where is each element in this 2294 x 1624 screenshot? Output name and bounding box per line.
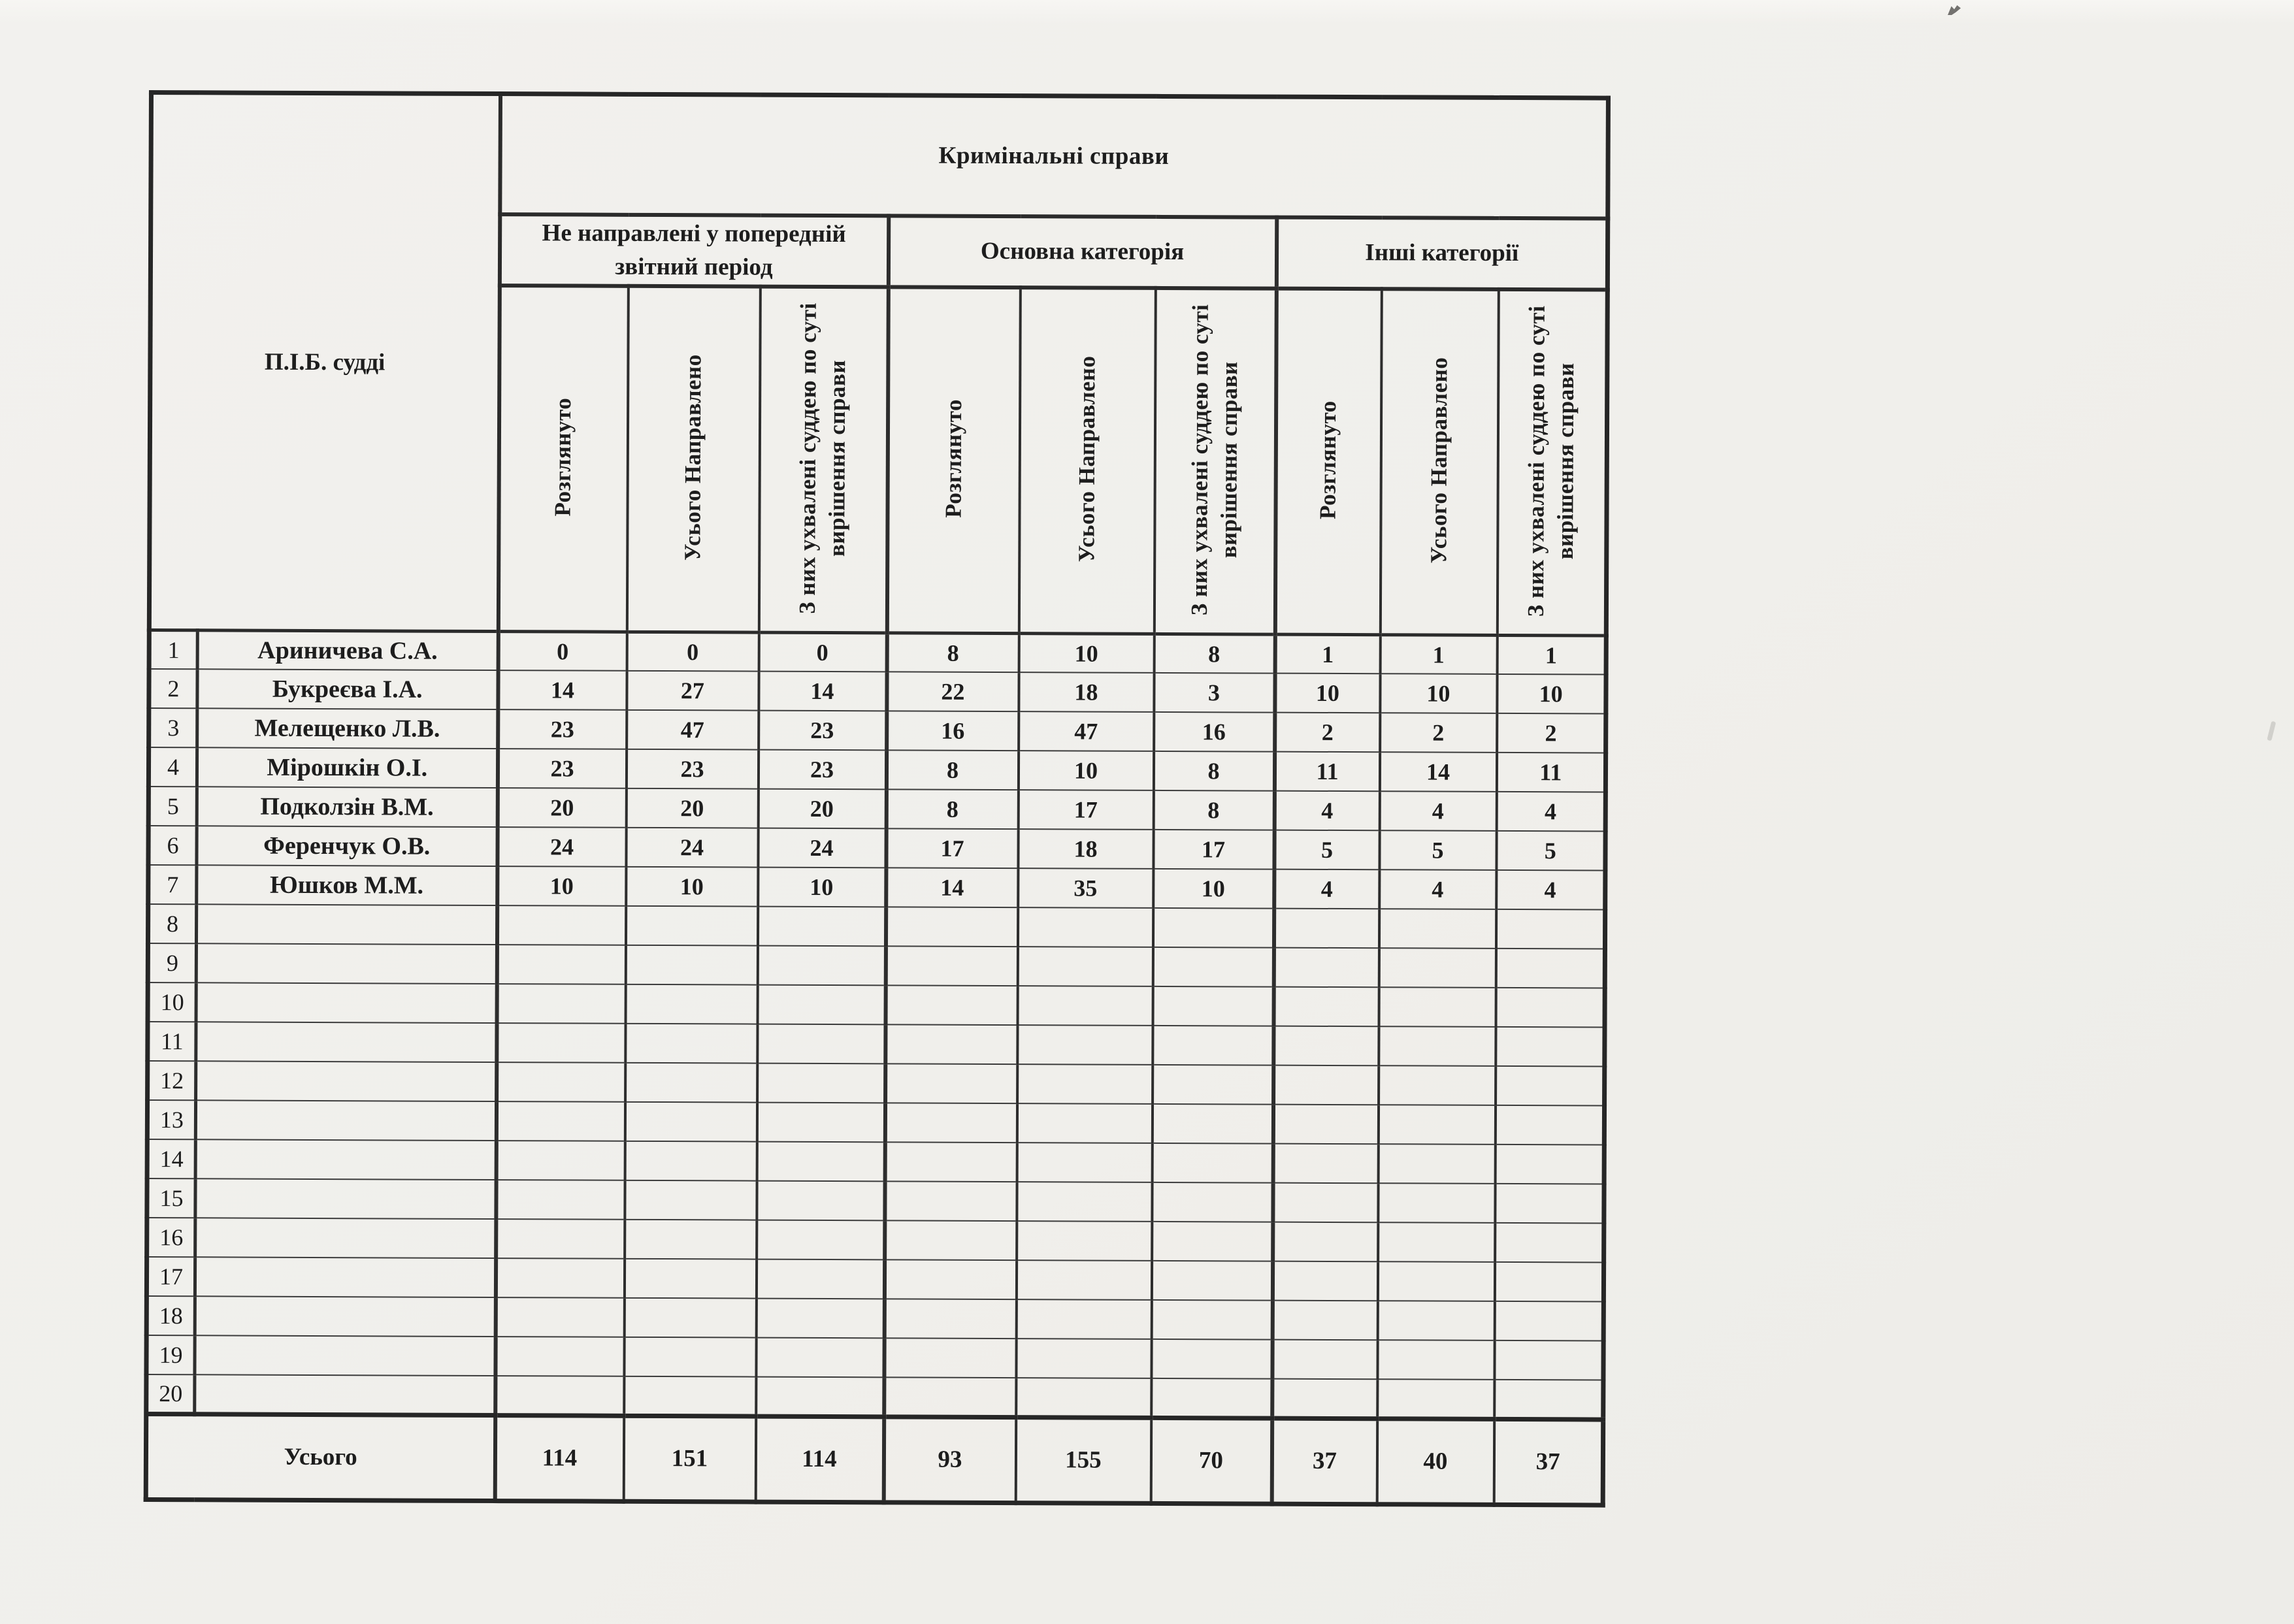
judge-name: Букреєва І.А. xyxy=(197,669,498,709)
value-cell: 10 xyxy=(626,867,758,907)
table-row xyxy=(147,1218,1604,1263)
statistics-table xyxy=(144,90,1611,1507)
value-cell xyxy=(1494,1380,1603,1420)
row-number: 15 xyxy=(147,1178,195,1218)
value-cell: 18 xyxy=(1019,672,1154,712)
value-cell: 24 xyxy=(758,828,886,868)
value-cell: 35 xyxy=(1018,868,1153,908)
table-row xyxy=(146,1335,1603,1380)
metric-header-considered xyxy=(887,287,1020,633)
total-value: 155 xyxy=(1015,1417,1151,1503)
value-cell xyxy=(1496,1066,1605,1106)
rotated-label: Розглянуто xyxy=(940,399,966,518)
judge-name xyxy=(195,1296,495,1337)
value-cell xyxy=(1494,1340,1603,1380)
row-number: 14 xyxy=(147,1139,195,1178)
table-row xyxy=(146,1257,1603,1302)
value-cell: 47 xyxy=(1019,711,1154,751)
value-cell xyxy=(1379,909,1496,949)
value-cell xyxy=(495,1376,624,1416)
value-cell xyxy=(1152,1143,1273,1183)
total-value: 151 xyxy=(623,1416,756,1502)
value-cell: 8 xyxy=(1153,790,1274,830)
rotated-label: Усього Направлено xyxy=(1073,355,1100,562)
value-cell xyxy=(1273,987,1379,1027)
value-cell: 4 xyxy=(1379,869,1496,909)
value-cell: 5 xyxy=(1496,831,1605,871)
value-cell xyxy=(1496,988,1605,1028)
judge-name xyxy=(195,1100,496,1141)
total-row xyxy=(146,1414,1603,1505)
row-number: 16 xyxy=(147,1218,195,1257)
value-cell xyxy=(1017,1025,1153,1065)
value-cell xyxy=(1151,1339,1272,1379)
value-cell xyxy=(1378,1183,1495,1223)
value-cell xyxy=(1017,1221,1152,1261)
value-cell xyxy=(1273,1026,1379,1066)
value-cell xyxy=(756,1338,884,1378)
row-number: 8 xyxy=(148,904,196,943)
value-cell: 4 xyxy=(1496,792,1605,832)
value-cell: 8 xyxy=(887,632,1019,672)
total-value: 37 xyxy=(1494,1419,1603,1505)
value-cell xyxy=(625,984,757,1024)
value-cell xyxy=(1496,949,1605,988)
value-cell xyxy=(757,907,885,947)
judge-name xyxy=(195,1374,495,1415)
value-cell xyxy=(496,1141,625,1180)
row-number: 10 xyxy=(148,983,196,1022)
value-cell xyxy=(625,1220,757,1259)
metric-header-considered xyxy=(498,285,628,632)
value-cell: 8 xyxy=(1153,751,1274,791)
value-cell: 14 xyxy=(1379,752,1496,792)
row-number: 19 xyxy=(146,1335,195,1374)
table-row xyxy=(146,1296,1603,1341)
value-cell xyxy=(624,1298,756,1338)
table-row xyxy=(148,943,1605,988)
value-cell: 23 xyxy=(759,711,887,751)
judge-name xyxy=(195,1139,496,1180)
value-cell xyxy=(757,946,885,986)
value-cell: 24 xyxy=(497,827,626,867)
value-cell: 17 xyxy=(1153,830,1274,869)
value-cell: 14 xyxy=(886,868,1018,907)
table-row xyxy=(148,904,1605,949)
value-cell xyxy=(1153,1026,1273,1065)
value-cell xyxy=(496,1180,625,1220)
value-cell: 10 xyxy=(758,868,886,907)
metric-header-total-sent xyxy=(1380,289,1498,635)
value-cell: 27 xyxy=(627,671,759,711)
total-value: 70 xyxy=(1151,1418,1272,1504)
value-cell xyxy=(1153,1065,1273,1105)
row-number: 12 xyxy=(148,1061,196,1100)
value-cell: 10 xyxy=(1380,674,1497,713)
rotated-label: Усього Направлено xyxy=(1425,357,1452,564)
row-number: 4 xyxy=(148,747,197,787)
row-number: 5 xyxy=(148,787,197,826)
group-header-not-sent-previous-period: Не направлені у попередній звітний період xyxy=(499,214,888,287)
value-cell xyxy=(885,1181,1017,1221)
value-cell: 10 xyxy=(1019,633,1154,673)
value-cell xyxy=(885,946,1017,986)
value-cell xyxy=(1153,986,1273,1026)
value-cell: 18 xyxy=(1018,829,1153,869)
value-cell: 1 xyxy=(1380,634,1497,674)
value-cell xyxy=(884,1338,1016,1378)
judge-name: Ариничева С.А. xyxy=(197,630,498,670)
value-cell xyxy=(757,985,885,1025)
value-cell xyxy=(757,1103,885,1143)
rotated-label: Усього Направлено xyxy=(680,354,706,561)
value-cell xyxy=(1495,1184,1604,1224)
value-cell xyxy=(885,1103,1017,1143)
value-cell xyxy=(496,1219,625,1259)
value-cell xyxy=(495,1258,624,1298)
judge-column-header: П.І.Б. судді xyxy=(149,93,500,632)
value-cell: 14 xyxy=(759,672,887,711)
value-cell xyxy=(625,945,757,985)
value-cell xyxy=(1272,1301,1377,1340)
value-cell xyxy=(885,907,1017,947)
value-cell xyxy=(1273,1105,1378,1145)
metric-header-total-sent xyxy=(1019,287,1155,634)
row-number: 2 xyxy=(149,669,197,708)
value-cell: 0 xyxy=(627,632,759,672)
value-cell: 3 xyxy=(1154,673,1275,713)
value-cell: 10 xyxy=(1018,751,1153,790)
judge-name: Мірошкін О.І. xyxy=(197,747,497,788)
row-number: 7 xyxy=(148,865,197,904)
judge-name: Ференчук О.В. xyxy=(197,826,497,866)
row-number: 18 xyxy=(146,1296,195,1335)
value-cell xyxy=(1273,1065,1379,1105)
value-cell: 17 xyxy=(886,828,1018,868)
value-cell xyxy=(1496,909,1605,949)
total-label: Усього xyxy=(146,1414,495,1501)
value-cell: 8 xyxy=(886,789,1018,829)
value-cell xyxy=(625,1141,757,1181)
judge-name xyxy=(195,1335,495,1376)
value-cell: 17 xyxy=(1018,790,1153,830)
row-number: 6 xyxy=(148,826,197,865)
table-row xyxy=(149,630,1606,675)
metric-header-total-sent xyxy=(627,286,760,632)
value-cell xyxy=(1379,987,1496,1027)
value-cell: 23 xyxy=(497,749,626,788)
rotated-label: Розглянуто xyxy=(549,397,576,517)
value-cell xyxy=(1494,1301,1603,1341)
value-cell xyxy=(1152,1222,1273,1261)
total-value: 93 xyxy=(883,1416,1016,1502)
value-cell: 5 xyxy=(1379,830,1496,870)
value-cell: 0 xyxy=(498,631,627,671)
value-cell xyxy=(497,1023,625,1063)
value-cell: 1 xyxy=(1275,634,1380,674)
value-cell xyxy=(497,905,625,945)
scanner-scratch-artifact xyxy=(2267,721,2276,741)
value-cell xyxy=(1017,947,1153,986)
value-cell: 23 xyxy=(758,750,886,790)
value-cell xyxy=(1378,1222,1495,1262)
value-cell xyxy=(497,1062,625,1102)
value-cell xyxy=(1016,1339,1151,1378)
value-cell xyxy=(885,1142,1017,1182)
value-cell xyxy=(884,1377,1016,1417)
rotated-label: З них ухвалені суддею по суті вирішення справи xyxy=(1186,304,1242,615)
title-row xyxy=(151,93,1609,219)
metric-header-decided-on-merits xyxy=(1497,289,1607,636)
value-cell xyxy=(1016,1260,1151,1300)
value-cell xyxy=(1152,1104,1273,1144)
row-number: 9 xyxy=(148,943,196,983)
value-cell xyxy=(624,1376,756,1416)
value-cell xyxy=(756,1377,884,1417)
total-value: 40 xyxy=(1377,1418,1494,1504)
table-row xyxy=(146,1374,1603,1420)
value-cell: 2 xyxy=(1380,713,1497,753)
value-cell: 20 xyxy=(626,788,758,828)
value-cell xyxy=(495,1297,624,1337)
table-row xyxy=(148,1061,1605,1106)
value-cell: 10 xyxy=(1275,674,1380,713)
rotated-label: З них ухвалені суддею по суті вирішення справи xyxy=(795,302,851,614)
value-cell: 1 xyxy=(1497,635,1606,675)
table-body xyxy=(146,630,1607,1420)
value-cell xyxy=(1017,1064,1153,1104)
value-cell xyxy=(756,1299,884,1339)
value-cell xyxy=(1272,1261,1377,1301)
judge-name: Мелещенко Л.В. xyxy=(197,708,498,749)
value-cell xyxy=(1017,907,1153,947)
value-cell xyxy=(1495,1105,1604,1145)
value-cell: 8 xyxy=(1154,634,1275,674)
value-cell xyxy=(1377,1301,1494,1340)
value-cell: 16 xyxy=(887,711,1019,751)
value-cell xyxy=(756,1259,884,1299)
total-value: 37 xyxy=(1271,1418,1377,1504)
value-cell xyxy=(1272,1340,1377,1380)
value-cell: 23 xyxy=(498,709,627,749)
judge-name xyxy=(196,943,497,984)
value-cell xyxy=(625,1102,757,1142)
value-cell xyxy=(1153,908,1273,948)
table-row xyxy=(147,1100,1604,1145)
judge-name xyxy=(195,1218,496,1258)
value-cell xyxy=(624,1259,756,1299)
value-cell xyxy=(625,1024,757,1064)
value-cell xyxy=(885,1024,1017,1064)
value-cell xyxy=(757,1064,885,1103)
value-cell: 4 xyxy=(1274,791,1379,831)
table-title: Кримінальні справи xyxy=(500,94,1609,219)
value-cell xyxy=(757,1142,885,1182)
value-cell xyxy=(1017,1182,1152,1222)
value-cell: 16 xyxy=(1154,712,1275,752)
group-header-main-category: Основна категорія xyxy=(888,216,1276,289)
value-cell xyxy=(1377,1261,1494,1301)
rotated-label: З них ухвалені суддею по суті вирішення справи xyxy=(1523,305,1579,617)
value-cell xyxy=(1273,909,1379,949)
value-cell xyxy=(1273,948,1379,988)
value-cell xyxy=(1495,1223,1604,1263)
row-number: 13 xyxy=(147,1100,195,1139)
value-cell xyxy=(1017,1103,1152,1143)
judge-name xyxy=(196,983,497,1023)
value-cell: 4 xyxy=(1496,870,1605,910)
rotated-label: Розглянуто xyxy=(1315,400,1341,520)
value-cell xyxy=(1379,1065,1496,1105)
value-cell: 5 xyxy=(1274,830,1379,870)
table-row xyxy=(148,865,1605,910)
value-cell xyxy=(757,1220,885,1260)
value-cell: 20 xyxy=(758,789,886,829)
value-cell xyxy=(885,1220,1017,1260)
row-number: 17 xyxy=(146,1257,195,1296)
value-cell xyxy=(1494,1262,1603,1302)
row-number: 20 xyxy=(146,1374,195,1414)
total-value: 114 xyxy=(495,1415,624,1501)
value-cell: 2 xyxy=(1275,713,1380,753)
row-number: 3 xyxy=(149,708,197,747)
value-cell xyxy=(1496,1027,1605,1067)
table-row xyxy=(148,983,1605,1028)
table-row xyxy=(148,826,1605,871)
value-cell: 10 xyxy=(1153,869,1274,909)
value-cell xyxy=(1379,948,1496,988)
value-cell: 4 xyxy=(1379,791,1496,831)
row-number: 11 xyxy=(148,1022,196,1061)
table-row xyxy=(148,787,1605,832)
value-cell xyxy=(757,1024,885,1064)
value-cell xyxy=(757,1181,885,1221)
value-cell xyxy=(1151,1378,1272,1418)
value-cell xyxy=(625,906,757,946)
value-cell xyxy=(1273,1222,1378,1262)
value-cell xyxy=(497,984,625,1024)
value-cell xyxy=(1152,1182,1273,1222)
table-row xyxy=(147,1178,1604,1224)
table-row xyxy=(148,747,1605,792)
value-cell xyxy=(1151,1300,1272,1340)
row-number: 1 xyxy=(149,630,197,669)
value-cell: 8 xyxy=(886,750,1018,790)
judge-name xyxy=(196,1022,497,1062)
value-cell: 11 xyxy=(1496,753,1605,792)
value-cell: 10 xyxy=(497,866,626,906)
value-cell xyxy=(1017,986,1153,1026)
metric-header-decided-on-merits xyxy=(1154,288,1276,634)
value-cell xyxy=(1379,1026,1496,1066)
value-cell xyxy=(1272,1379,1377,1419)
value-cell: 14 xyxy=(498,670,627,710)
value-cell xyxy=(625,1180,757,1220)
judge-name xyxy=(196,1061,497,1101)
value-cell xyxy=(1016,1299,1151,1339)
value-cell xyxy=(1377,1340,1494,1380)
value-cell: 10 xyxy=(1497,674,1606,714)
table-row xyxy=(149,708,1606,753)
judge-name xyxy=(196,904,497,945)
value-cell xyxy=(496,1101,625,1141)
value-cell xyxy=(884,1299,1016,1339)
judge-name xyxy=(195,1178,496,1219)
value-cell xyxy=(1378,1144,1495,1184)
value-cell xyxy=(1151,1261,1272,1301)
group-header-other-categories: Інші категорії xyxy=(1276,217,1607,290)
value-cell xyxy=(624,1337,756,1377)
value-cell xyxy=(1378,1105,1495,1145)
value-cell xyxy=(1017,1143,1152,1182)
value-cell: 24 xyxy=(626,828,758,868)
value-cell: 0 xyxy=(759,632,887,672)
value-cell xyxy=(1495,1145,1604,1184)
metric-header-considered xyxy=(1275,289,1381,635)
value-cell xyxy=(885,1064,1017,1103)
table-row xyxy=(149,669,1606,714)
total-value: 114 xyxy=(755,1416,884,1502)
value-cell xyxy=(497,945,625,984)
value-cell xyxy=(1273,1183,1378,1223)
judge-name xyxy=(195,1257,495,1297)
value-cell xyxy=(1153,947,1273,987)
value-cell xyxy=(884,1259,1016,1299)
value-cell xyxy=(885,985,1017,1025)
value-cell xyxy=(1273,1144,1378,1184)
judge-name: Юшков М.М. xyxy=(197,865,497,905)
value-cell: 20 xyxy=(497,788,626,828)
value-cell xyxy=(625,1063,757,1103)
value-cell: 23 xyxy=(626,749,758,789)
value-cell xyxy=(1377,1379,1494,1419)
metric-header-decided-on-merits xyxy=(759,287,888,633)
value-cell xyxy=(495,1337,624,1376)
value-cell: 22 xyxy=(887,672,1019,711)
value-cell xyxy=(1016,1378,1151,1418)
judge-name: Подколзін В.М. xyxy=(197,787,497,827)
value-cell: 4 xyxy=(1274,869,1379,909)
table-row xyxy=(147,1139,1604,1184)
value-cell: 11 xyxy=(1274,752,1379,792)
value-cell: 47 xyxy=(627,710,759,750)
value-cell: 2 xyxy=(1497,713,1606,753)
table-row xyxy=(148,1022,1605,1067)
